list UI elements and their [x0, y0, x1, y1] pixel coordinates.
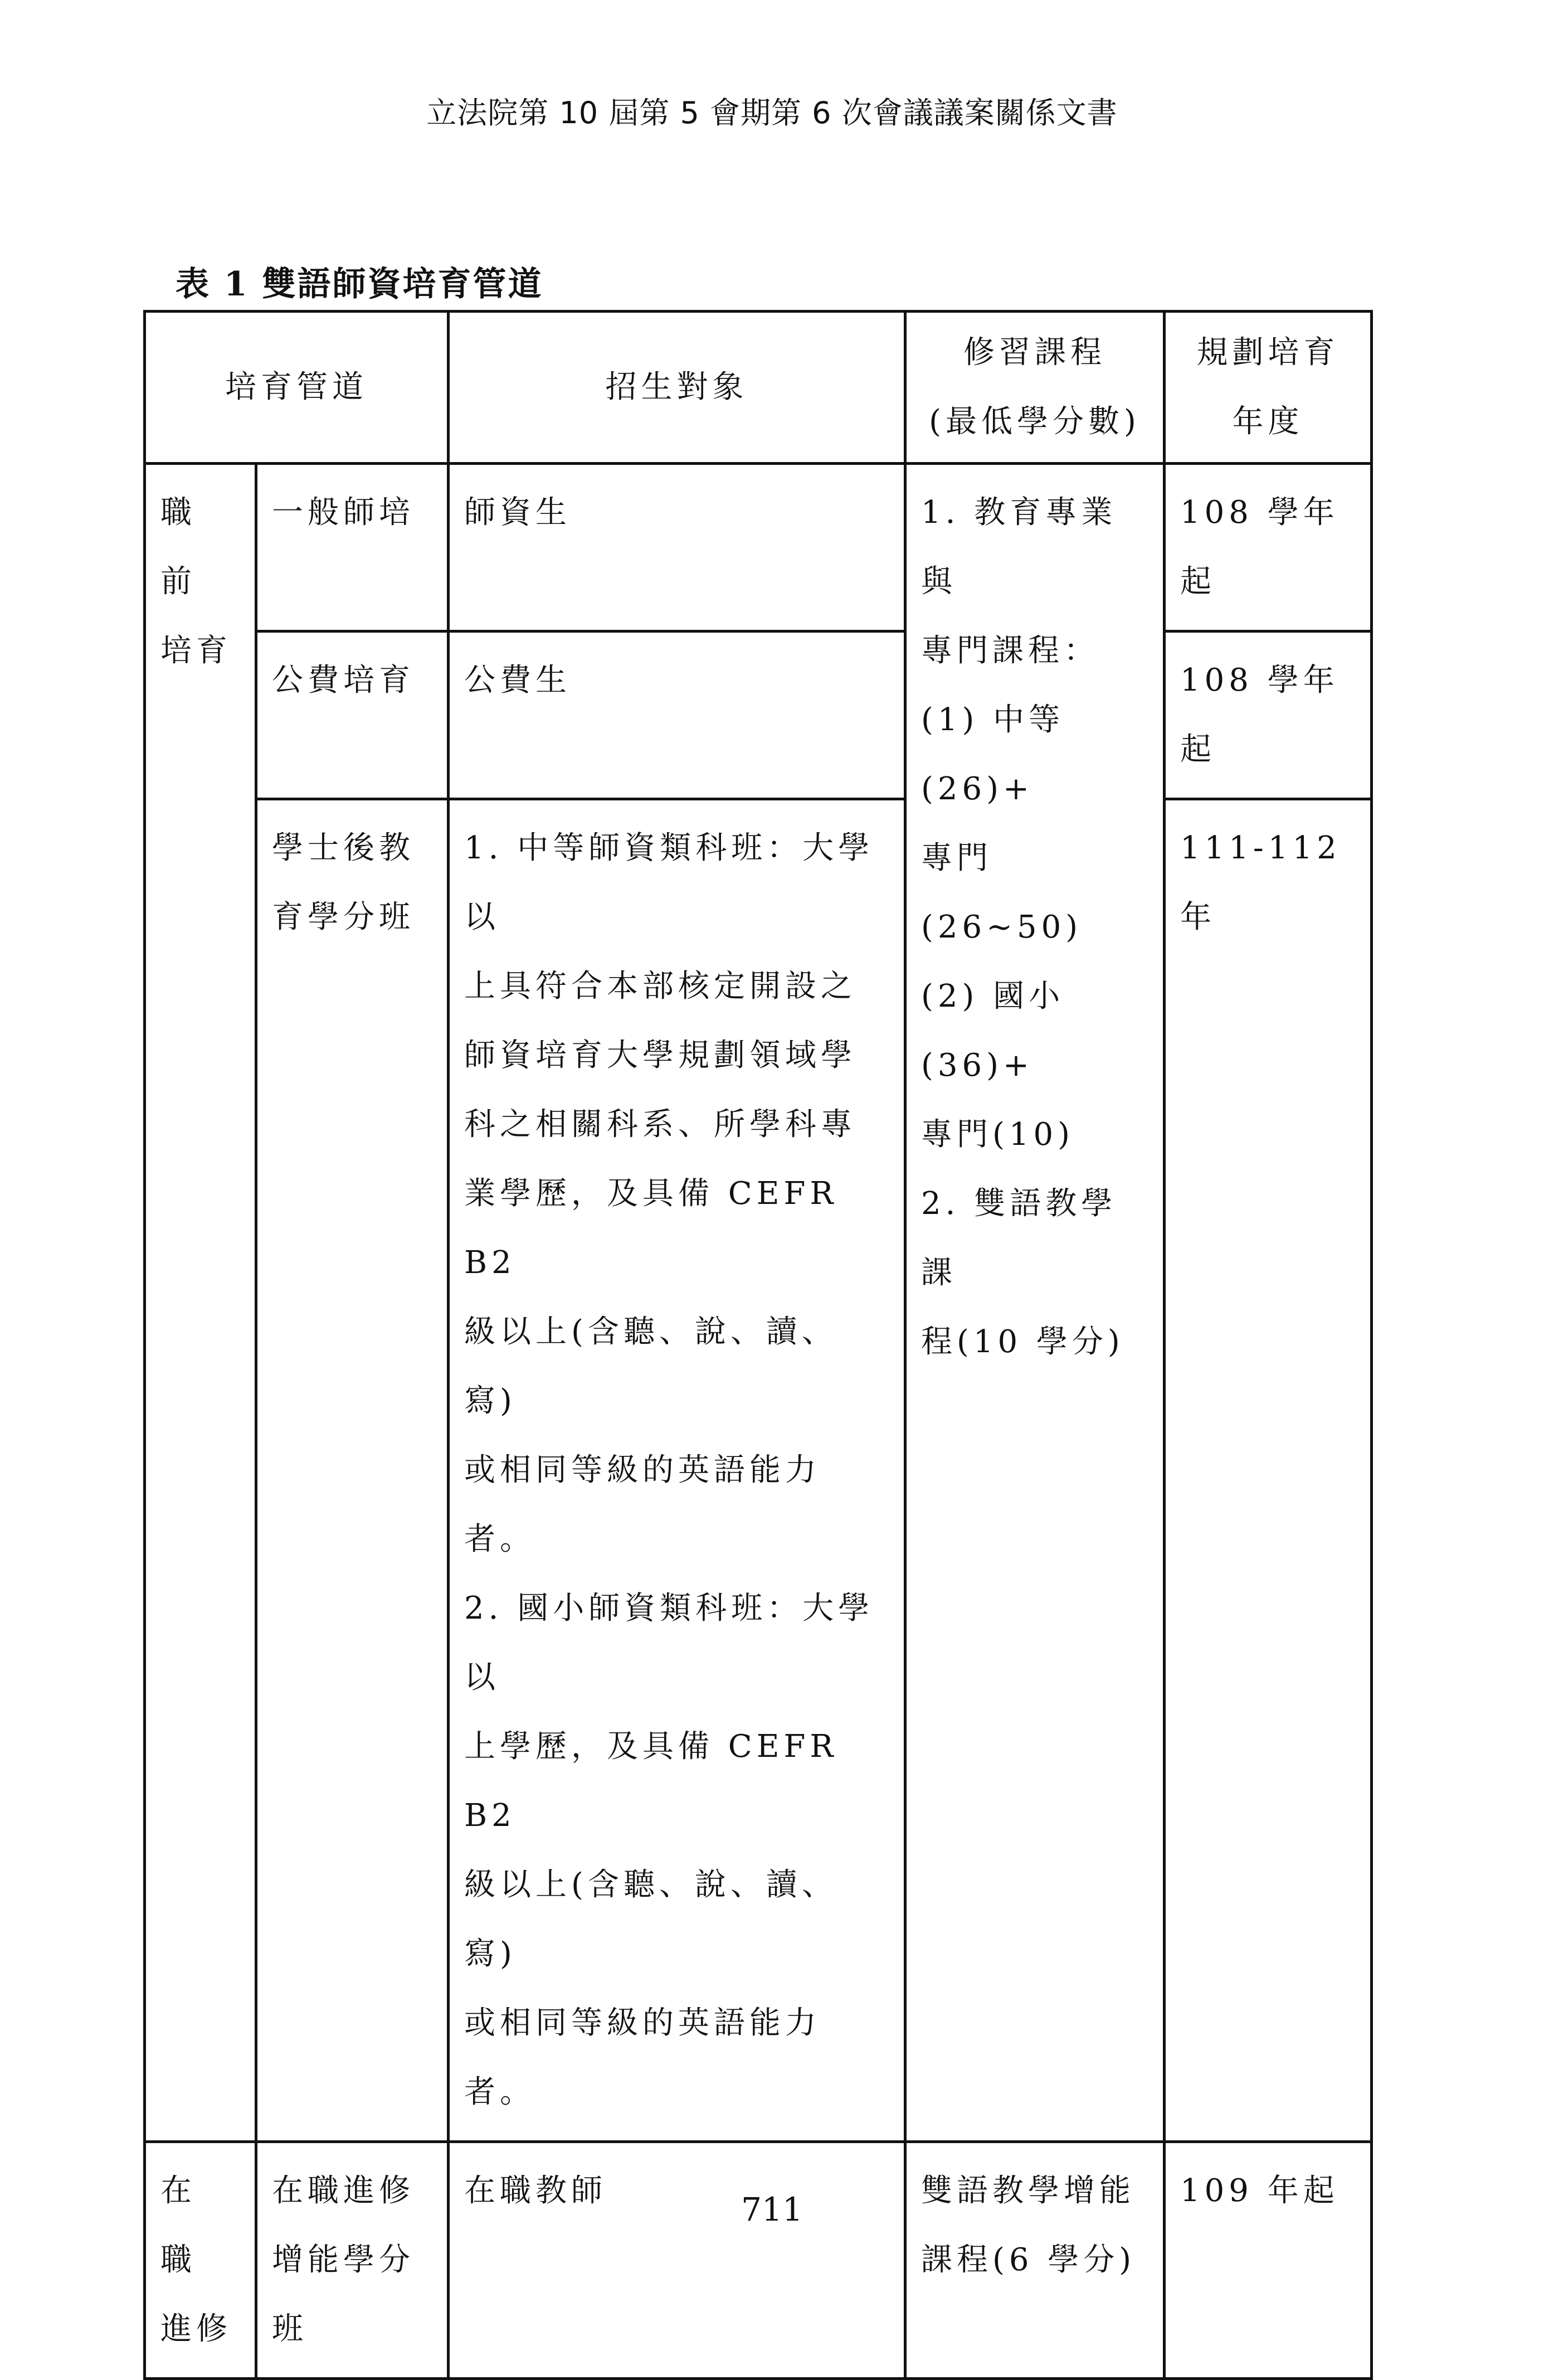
preservice-course-cell: 1. 教育專業與 專門課程： (1) 中等 (26)+ 專門(26~50) (2) 國小 (36)+ 專門(10) 2. 雙語教學課 程(10 學分) — [905, 464, 1165, 2142]
channel-cell: 在職進修 增能學分 班 — [256, 2142, 449, 2379]
table-title: 表 1 雙語師資培育管道 — [176, 265, 543, 304]
table-row — [145, 2142, 1372, 2379]
target-cell: 公費生 — [449, 632, 905, 799]
table-row — [145, 632, 1372, 799]
year-cell: 109 年起 — [1165, 2142, 1372, 2379]
header-channel: 培育管道 — [145, 312, 449, 464]
bilingual-teacher-training-table — [143, 310, 1373, 2380]
target-cell: 師資生 — [449, 464, 905, 632]
header-target: 招生對象 — [449, 312, 905, 464]
channel-cell: 公費培育 — [256, 632, 449, 799]
table-row — [145, 799, 1372, 2142]
year-cell: 111-112 年 — [1165, 799, 1372, 2142]
header-year: 規劃培育 年度 — [1165, 312, 1372, 464]
target-cell: 在職教師 — [449, 2142, 905, 2379]
channel-cell: 一般師培 — [256, 464, 449, 632]
document-header: 立法院第 10 屆第 5 會期第 6 次會議議案關係文書 — [426, 95, 1118, 130]
channel-cell: 學士後教 育學分班 — [256, 799, 449, 2142]
page-number: 711 — [741, 2190, 803, 2228]
target-cell: 1. 中等師資類科班：大學以 上具符合本部核定開設之 師資培育大學規劃領域學 科之相關科系、所學科專 業學歷，及具備 CEFR B2 級以上(含聽、說、讀、寫) 或相同等級的英語能力 者。 2. 國小師資類科班：大學以 上學歷，及具備 CEFR B2 級以上(含聽、說、讀、寫) 或相同等級的英語能力 者。 — [449, 799, 905, 2142]
table-header-row — [145, 312, 1372, 464]
header-course: 修習課程 (最低學分數) — [905, 312, 1165, 464]
year-cell: 108 學年起 — [1165, 632, 1372, 799]
group-inservice: 在 職 進修 — [145, 2142, 256, 2379]
year-cell: 108 學年起 — [1165, 464, 1372, 632]
group-preservice: 職 前 培育 — [145, 464, 256, 2142]
table-row — [145, 464, 1372, 632]
course-cell: 雙語教學增能 課程(6 學分) — [905, 2142, 1165, 2379]
